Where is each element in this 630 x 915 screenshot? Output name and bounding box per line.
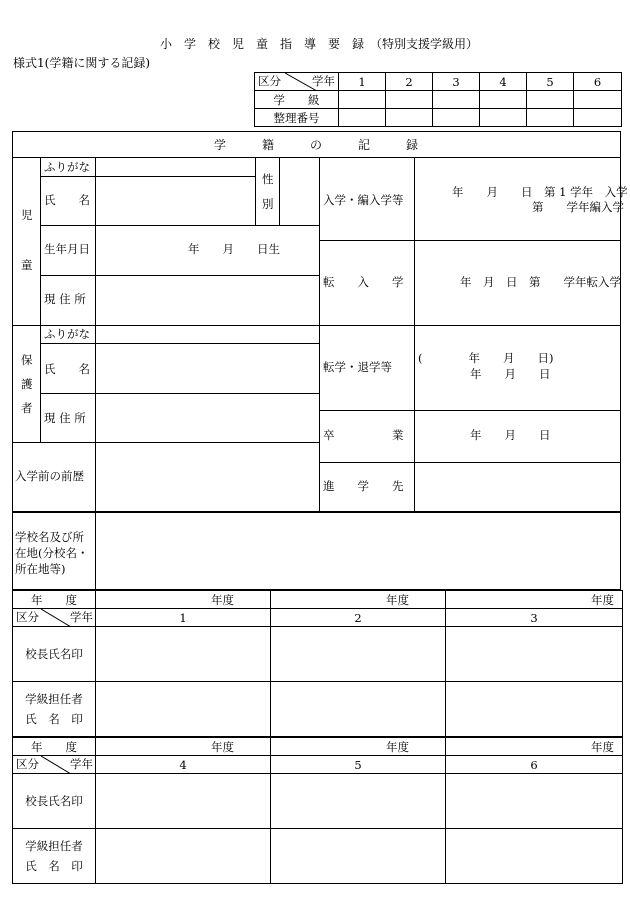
kubun-header-cell	[13, 756, 96, 774]
school-name-block	[12, 512, 621, 590]
nendo-cell[interactable]: 年度	[446, 738, 623, 756]
class-row-label: 学 級	[255, 91, 339, 109]
nendo-cell[interactable]: 年度	[446, 591, 623, 609]
child-name-label: 氏 名	[44, 193, 90, 207]
graduation-label: 卒 業	[323, 428, 404, 442]
gakunen-label: 学年	[70, 757, 93, 771]
nendo-cell[interactable]: 年度	[271, 591, 446, 609]
kubun-label: 区分	[258, 74, 281, 88]
teacher-seal-label: 学級担任者 氏 名 印	[13, 682, 96, 737]
grade-6-header: 6	[574, 73, 622, 91]
kubun-label: 区分	[16, 610, 39, 624]
teacher-seal-label: 学級担任者 氏 名 印	[13, 829, 96, 884]
teacher-seal-cell[interactable]	[271, 682, 446, 737]
next-school-label: 進 学 先	[323, 479, 404, 493]
year-table-1	[12, 590, 623, 737]
nendo-cell[interactable]: 年度	[96, 738, 271, 756]
nendo-cell[interactable]: 年度	[271, 738, 446, 756]
admission-value-2: 第 学年編入学	[532, 200, 624, 214]
class-number-table	[254, 72, 622, 127]
sex-label-2: 別	[262, 197, 274, 211]
school-name-label: 学校名及び所在地(分校名・所在地等)	[15, 530, 89, 576]
class-cell[interactable]	[386, 91, 433, 109]
grade-cell: 5	[271, 756, 446, 774]
class-cell[interactable]	[480, 91, 527, 109]
child-address-label: 現 住 所	[44, 292, 86, 306]
principal-seal-cell[interactable]	[271, 627, 446, 682]
grade-2-header: 2	[386, 73, 433, 91]
kubun-header-cell	[255, 73, 339, 91]
teacher-seal-cell[interactable]	[271, 829, 446, 884]
guardian-label-2: 護	[21, 377, 33, 391]
guardian-name-label: 氏 名	[44, 362, 90, 376]
principal-seal-label: 校長氏名印	[13, 774, 96, 829]
child-label-2: 童	[21, 258, 33, 272]
guardian-label-3: 者	[21, 401, 33, 415]
principal-seal-label: 校長氏名印	[13, 627, 96, 682]
nendo-label: 年 度	[13, 738, 96, 756]
birthdate-label: 生年月日	[44, 242, 90, 256]
pre-history-label: 入学前の前歴	[15, 469, 84, 483]
grade-3-header: 3	[433, 73, 480, 91]
transfer-in-value: 年 月 日 第 学年転入学	[460, 275, 621, 289]
class-cell[interactable]	[527, 91, 574, 109]
principal-seal-cell[interactable]	[271, 774, 446, 829]
reference-number-cell[interactable]	[386, 109, 433, 127]
year-table-2	[12, 737, 623, 884]
reference-number-cell[interactable]	[339, 109, 386, 127]
grade-cell: 6	[446, 756, 623, 774]
registry-heading: 学 籍 の 記 録	[214, 138, 419, 152]
class-cell[interactable]	[339, 91, 386, 109]
class-cell[interactable]	[574, 91, 622, 109]
gakunen-label: 学年	[312, 74, 335, 88]
reference-number-cell[interactable]	[433, 109, 480, 127]
grade-cell: 4	[96, 756, 271, 774]
child-furigana-label: ふりがな	[44, 160, 90, 174]
birthdate-value: 年 月 日生	[188, 242, 280, 256]
grade-cell: 3	[446, 609, 623, 627]
kubun-header-cell	[13, 609, 96, 627]
transfer-in-label: 転 入 学	[323, 275, 404, 289]
teacher-seal-cell[interactable]	[446, 682, 623, 737]
form-label: 様式1(学籍に関する記録)	[13, 56, 150, 70]
guardian-furigana-label: ふりがな	[44, 327, 90, 341]
principal-seal-cell[interactable]	[96, 627, 271, 682]
grade-cell: 2	[271, 609, 446, 627]
kubun-label: 区分	[16, 757, 39, 771]
principal-seal-cell[interactable]	[96, 774, 271, 829]
admission-label: 入学・編入学等	[323, 193, 404, 207]
graduation-value: 年 月 日	[470, 428, 551, 442]
document-title: 小 学 校 児 童 指 導 要 録 （特別支援学級用）	[160, 37, 479, 51]
transfer-out-value-2: 年 月 日	[470, 367, 551, 381]
grade-1-header: 1	[339, 73, 386, 91]
gakunen-label: 学年	[70, 610, 93, 624]
reference-number-cell[interactable]	[480, 109, 527, 127]
guardian-address-label: 現 住 所	[44, 411, 86, 425]
reference-number-cell[interactable]	[527, 109, 574, 127]
nendo-cell[interactable]: 年度	[96, 591, 271, 609]
grade-5-header: 5	[527, 73, 574, 91]
grade-4-header: 4	[480, 73, 527, 91]
principal-seal-cell[interactable]	[446, 774, 623, 829]
nendo-label: 年 度	[13, 591, 96, 609]
admission-value-1: 年 月 日 第 1 学年 入学	[452, 185, 628, 199]
principal-seal-cell[interactable]	[446, 627, 623, 682]
teacher-seal-cell[interactable]	[96, 682, 271, 737]
guardian-label-1: 保	[21, 353, 33, 367]
grade-cell: 1	[96, 609, 271, 627]
class-cell[interactable]	[433, 91, 480, 109]
transfer-out-value-1: ( 年 月 日)	[418, 351, 554, 365]
transfer-out-label: 転学・退学等	[323, 360, 392, 374]
sex-label-1: 性	[262, 172, 274, 186]
reference-number-label: 整理番号	[255, 109, 339, 127]
reference-number-cell[interactable]	[574, 109, 622, 127]
teacher-seal-cell[interactable]	[446, 829, 623, 884]
teacher-seal-cell[interactable]	[96, 829, 271, 884]
child-label-1: 児	[21, 208, 33, 222]
